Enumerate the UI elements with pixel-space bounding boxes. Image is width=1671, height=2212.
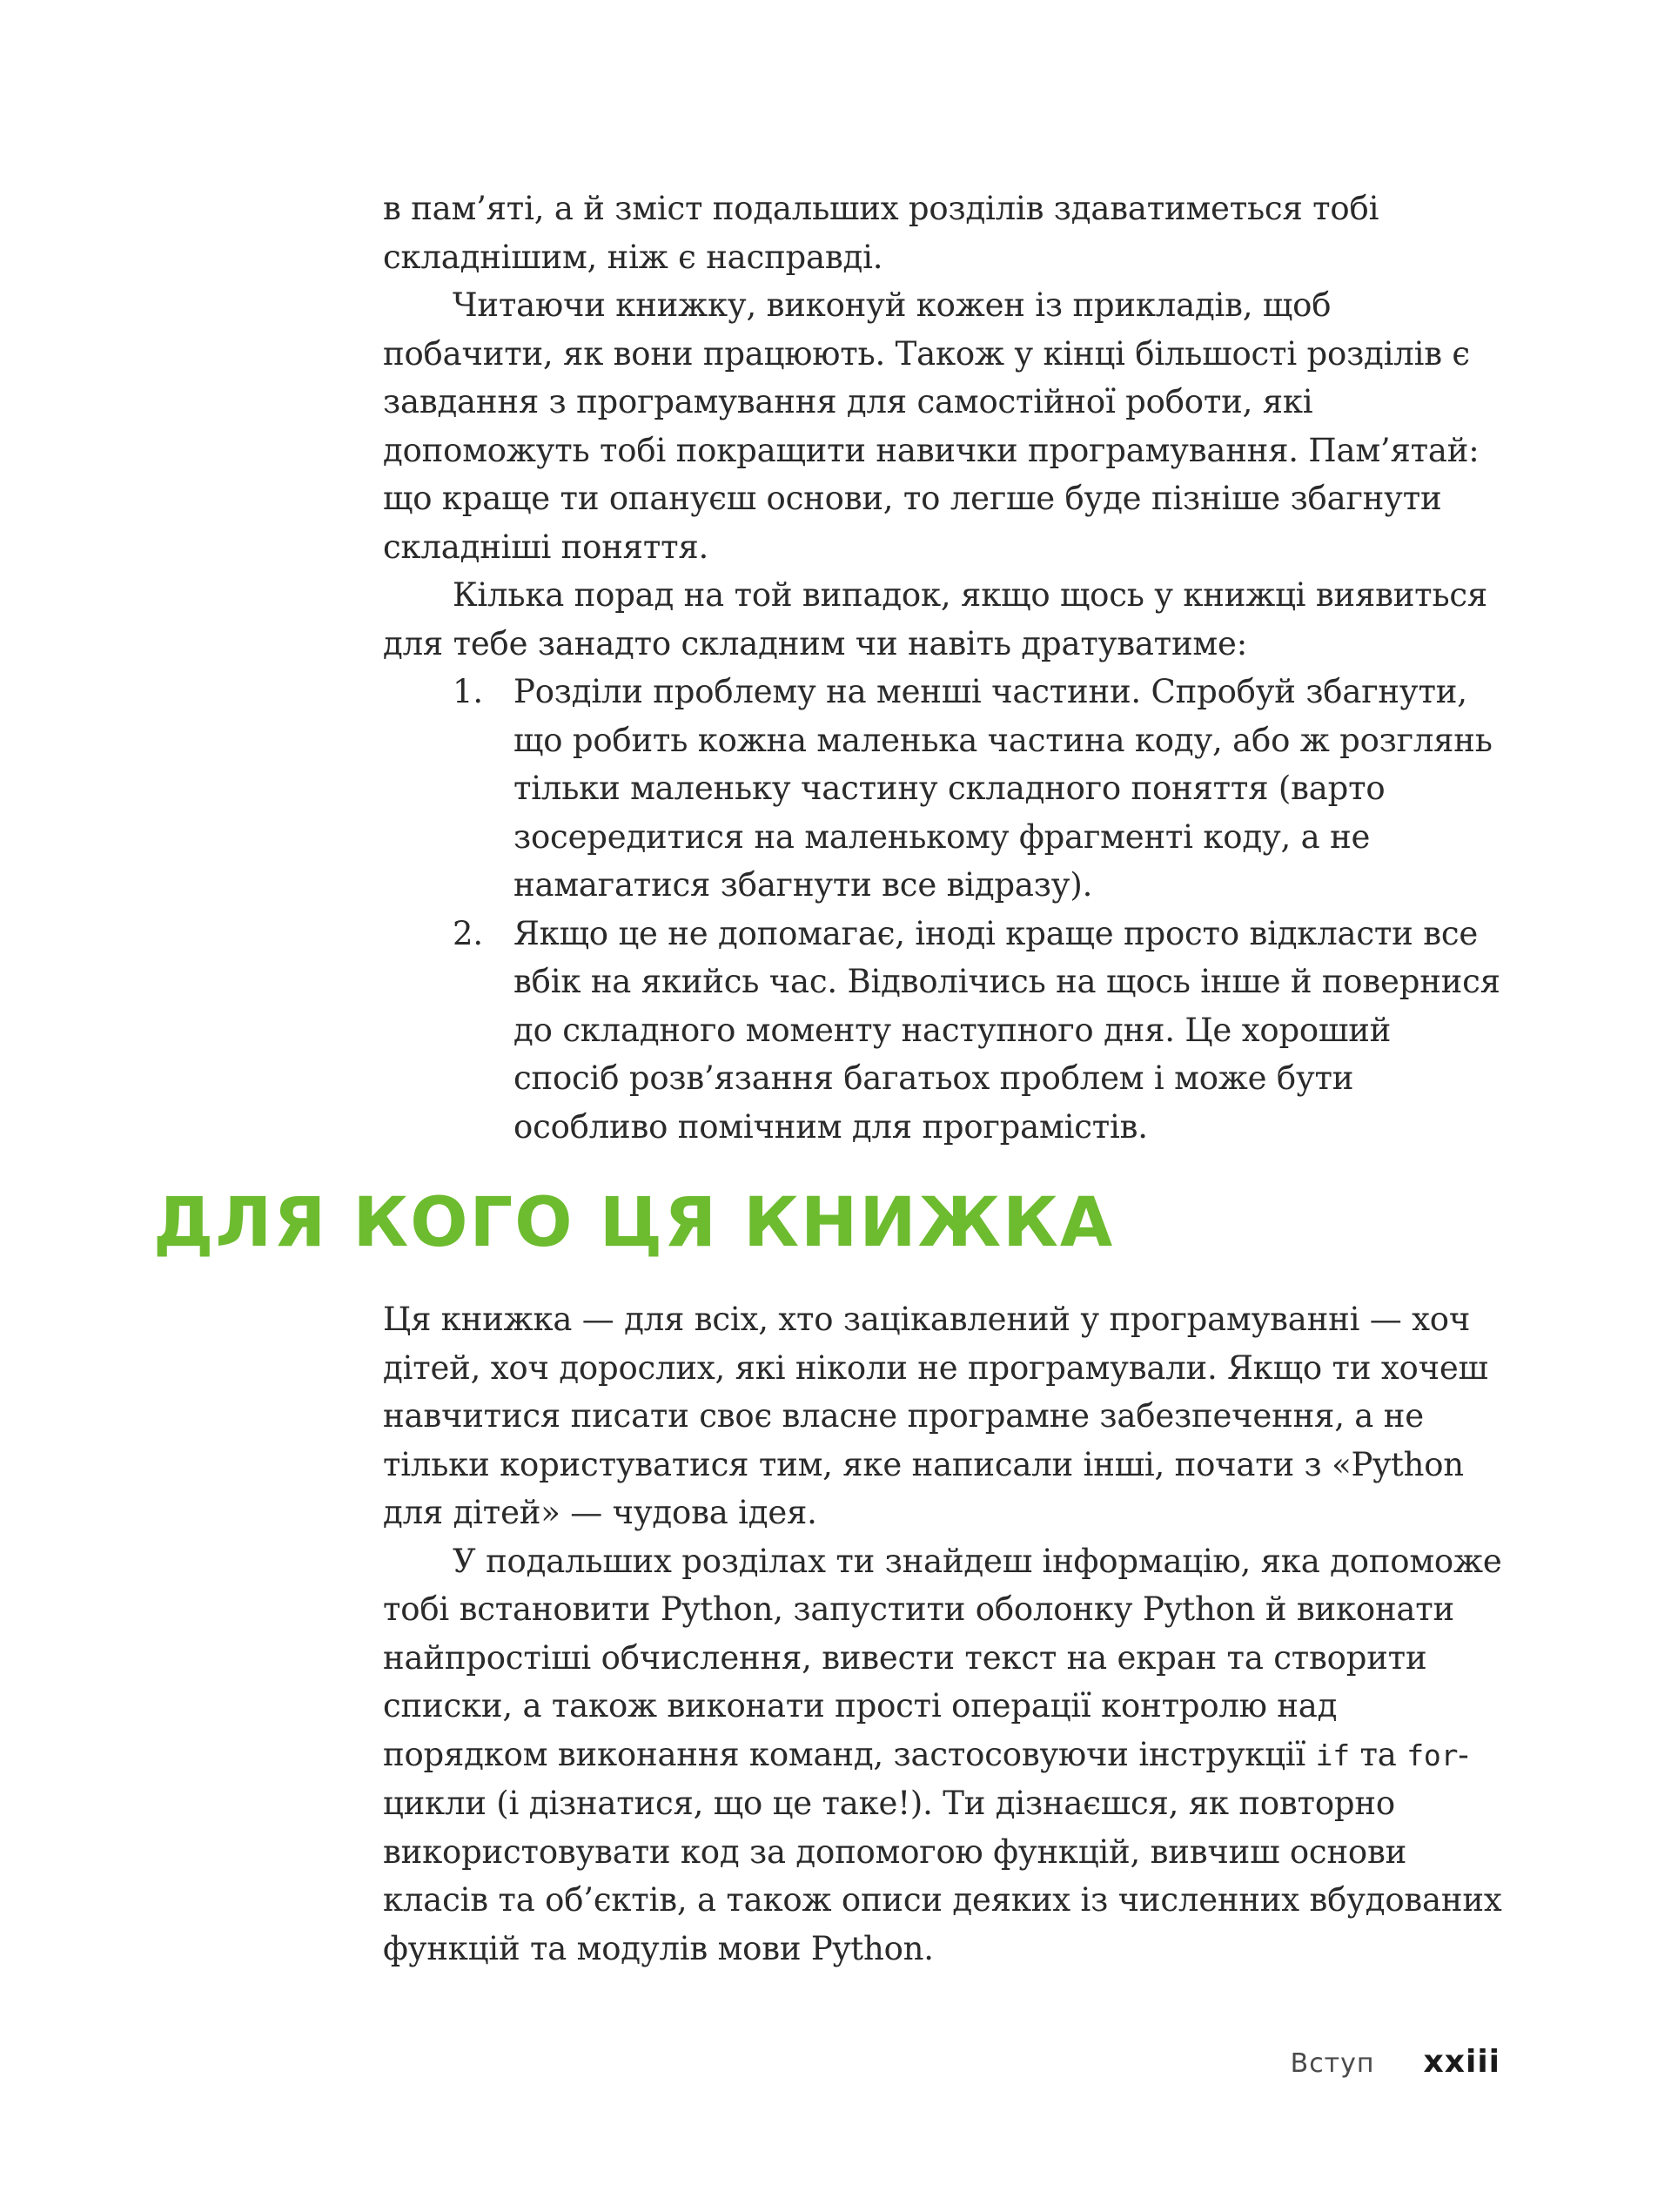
paragraph-text-part: та: [1349, 1735, 1407, 1773]
list-item-number: 2.: [453, 914, 483, 952]
list-item-text: Якщо це не допомагає, іноді краще просто відкласти все вбік на якийсь час. Відволічись на щось інше й повернися до складного моменту наступного дня. Це хороший спосіб розв’язання багатьох проблем і може бути особливо помічним для програмістів.: [513, 914, 1500, 1146]
audience-text-block: [383, 1295, 1506, 1973]
paragraph-text-part: -цикли (і дізнатися, що це таке!). Ти дізнаєшся, як повторно використовувати код за допомогою функцій, вивчиш основи класів та об’єктів, а також описи деяких із численних вбудованих функцій та модулів мови Python.: [383, 1735, 1502, 1967]
advice-list: [383, 668, 1506, 1151]
list-item: [383, 910, 1506, 1152]
list-item-number: 1.: [453, 673, 483, 710]
page-number: xxiii: [1423, 2044, 1500, 2080]
list-item: [383, 668, 1506, 910]
paragraph-tips-intro: Кілька порад на той випадок, якщо щось у книжці виявиться для тебе занадто складним чи навіть дратуватиме:: [383, 576, 1488, 662]
paragraph-book-contents: [383, 1537, 1506, 1973]
page-footer: [1291, 2044, 1500, 2080]
paragraph-text-part: У подальших розділах ти знайдеш інформацію, яка допоможе тобі встановити Python, запустити оболонку Python й виконати найпростіші обчислення, вивести текст на екран та створити списки, а також виконати прості операції контролю над порядком виконання команд, застосовуючи інструкції: [383, 1542, 1502, 1773]
intro-text-block: [383, 185, 1506, 1151]
paragraph-audience: Ця книжка — для всіх, хто зацікавлений у програмуванні — хоч дітей, хоч дорослих, які ніколи не програмували. Якщо ти хочеш навчитися писати своє власне програмне забезпечення, а не тільки користуватися тим, яке написали інші, почати з «Python для дітей» — чудова ідея.: [383, 1301, 1488, 1531]
section-heading: ДЛЯ КОГО ЦЯ КНИЖКА: [153, 1184, 1115, 1262]
footer-section-name: Вступ: [1290, 2048, 1375, 2079]
code-if-keyword: if: [1315, 1738, 1350, 1772]
paragraph-reading-advice: Читаючи книжку, виконуй кожен із прикладів, щоб побачити, як вони працюють. Також у кінці більшості розділів є завдання з програмування для самостійної роботи, які допоможуть тобі покращити навички програмування. Пам’ятай: що краще ти опануєш основи, то легше буде пізніше збагнути складніші поняття.: [383, 286, 1480, 566]
list-item-text: Розділи проблему на менші частини. Спробуй збагнути, що робить кожна маленька частина коду, або ж розглянь тільки маленьку частину складного поняття (варто зосередитися на маленькому фрагменті коду, а не намагатися збагнути все відразу).: [513, 673, 1493, 904]
paragraph-continuation: в пам’яті, а й зміст подальших розділів здаватиметься тобі складнішим, ніж є насправді.: [383, 190, 1379, 276]
code-for-keyword: for: [1406, 1738, 1459, 1772]
